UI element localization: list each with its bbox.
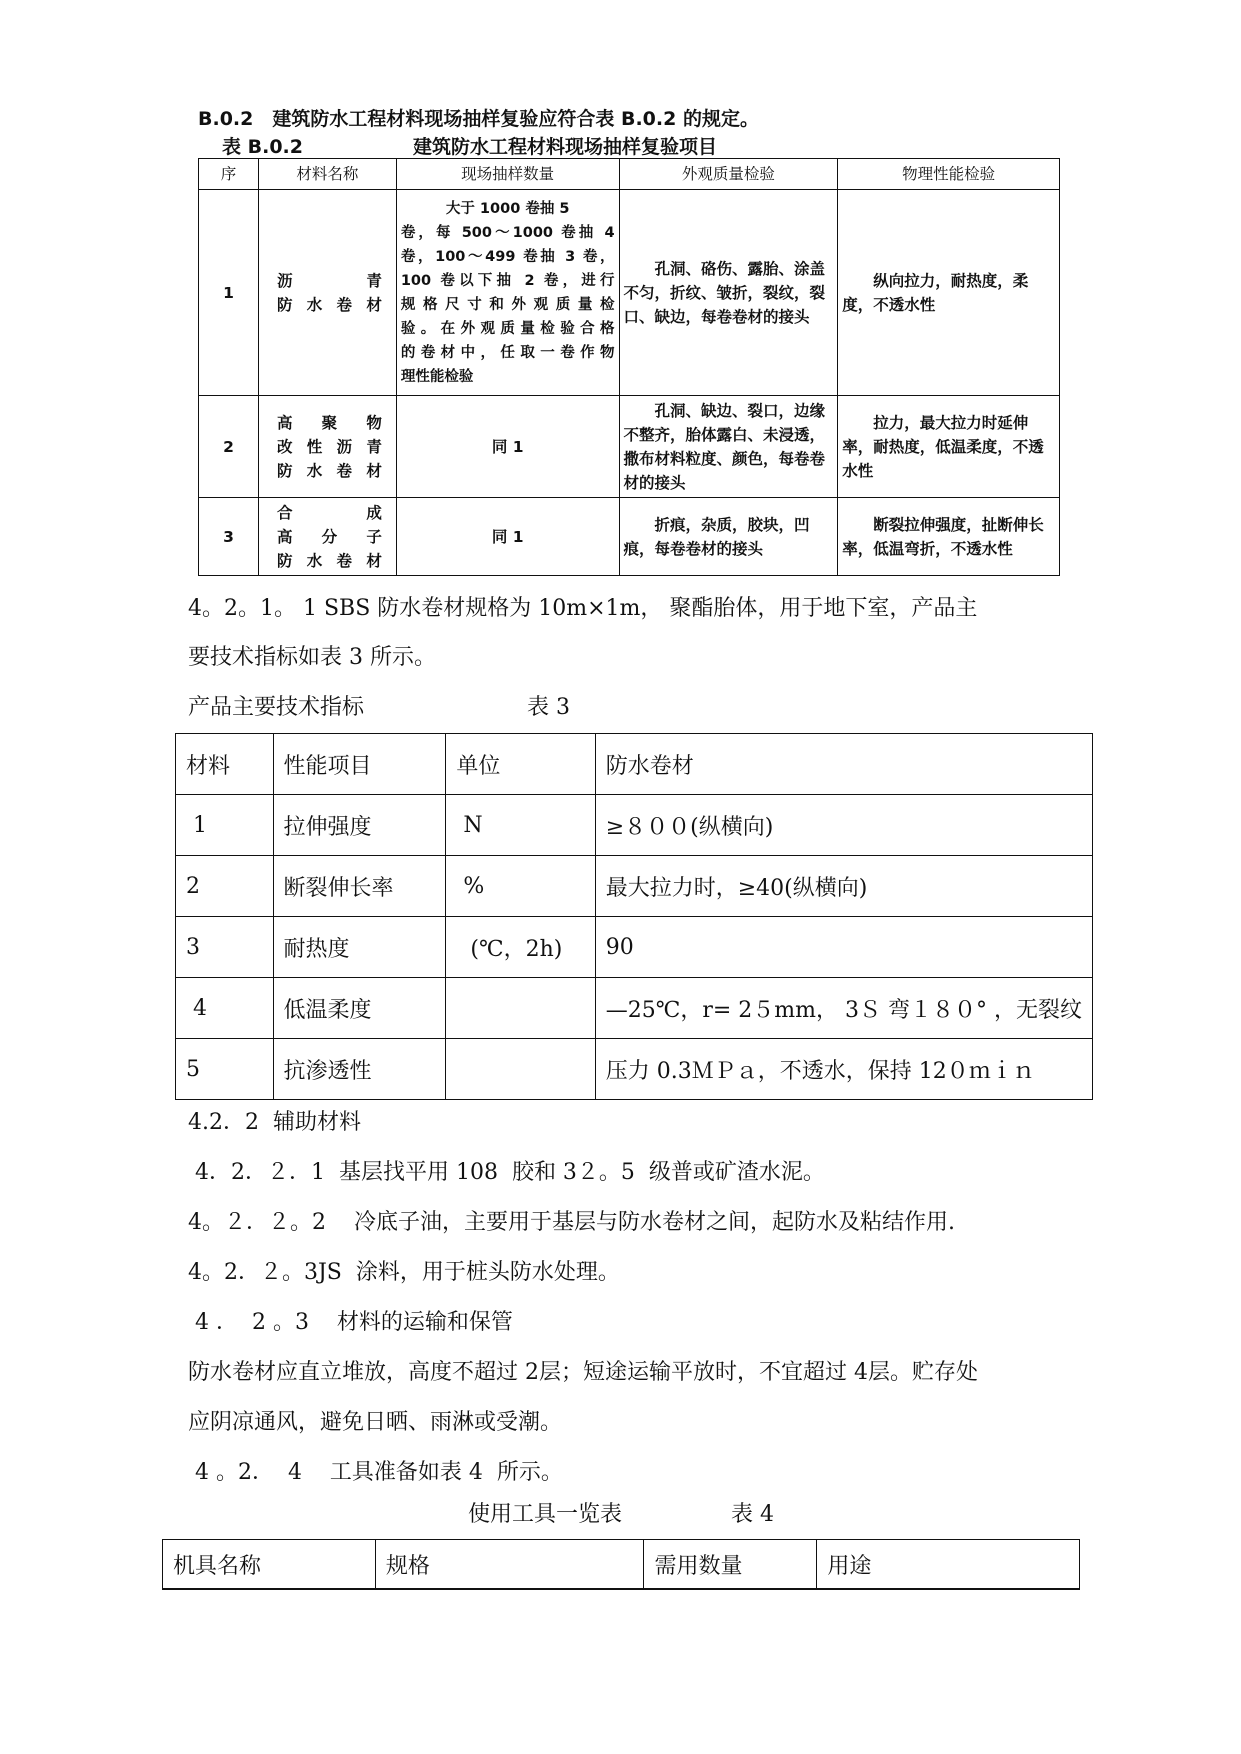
tools-table [162,1539,1080,1590]
material-name-line: 合 成 [276,503,382,522]
row-no: 1 [199,190,259,396]
material-name [258,498,396,576]
cell-property: 抗渗透性 [273,1039,446,1100]
table-row [176,1039,1093,1100]
table3-caption: 产品主要技术指标 [188,695,365,720]
paragraph-4211-line: 要技术指标如表 3 所示。 [188,645,436,670]
header-sample-qty: 现场抽样数量 [396,159,619,190]
body-line: 4。２．２。2 冷底子油，主要用于基层与防水卷材之间，起防水及粘结作用. [188,1210,955,1235]
appearance-check: 孔洞、硌伤、露胎、涂盖不匀，折纹、皱折，裂纹，裂口、缺边，每卷卷材的接头 [619,190,838,396]
row-no: 2 [199,396,259,498]
header-unit: 单位 [446,734,595,795]
header-membrane: 防水卷材 [595,734,1092,795]
table-row [199,190,1060,396]
body-line: 防水卷材应直立堆放，高度不超过 2层；短途运输平放时，不宜超过 4层。贮存处 [188,1360,978,1385]
cell-unit: % [446,856,595,917]
table-row [176,917,1093,978]
material-name-line: 改性沥青 [276,437,382,456]
cell-unit: (℃，2h) [446,917,595,978]
material-name-line: 防水卷材 [276,551,382,570]
cell-value: ≥８００(纵横向) [595,795,1092,856]
table4-number: 表 4 [731,1502,774,1527]
cell-material: 3 [176,917,274,978]
table1-title: 建筑防水工程材料现场抽样复验项目 [413,136,718,158]
paragraph-4211-line: 4。2。1。 1 SBS 防水卷材规格为 10m×1m， 聚酯胎体，用于地下室，产品主 [188,596,978,621]
cell-material: 2 [176,856,274,917]
material-name [258,396,396,498]
body-line: 4。2．２。3JS 涂料，用于桩头防水处理。 [188,1260,620,1285]
cell-material: 4 [176,978,274,1039]
cell-material: 1 [176,795,274,856]
qty-line: 规格尺寸和外观质量检 [400,296,615,313]
physical-check: 断裂拉伸强度，扯断伸长率，低温弯折，不透水性 [838,498,1060,576]
material-name-line: 防水卷材 [276,461,382,480]
header-purpose: 用途 [817,1540,1080,1590]
table-header-row [176,734,1093,795]
header-no: 序 [199,159,259,190]
header-physical: 物理性能检验 [838,159,1060,190]
table-row [176,978,1093,1039]
qty-line: 卷，每 500～1000 卷抽 4 [400,224,615,241]
cell-unit: N [446,795,595,856]
cell-value: 90 [595,917,1092,978]
physical-check: 纵向拉力，耐热度，柔度，不透水性 [838,190,1060,396]
table-header-row [199,159,1060,190]
cell-unit [446,1039,595,1100]
cell-value: 压力 0.3ＭＰａ，不透水，保持 12０ｍｉｎ [595,1039,1092,1100]
material-name-line: 防水卷材 [276,295,382,314]
qty-line: 理性能检验 [400,368,474,385]
row-no: 3 [199,498,259,576]
qty-line: 100 卷以下抽 2 卷，进行 [400,272,615,289]
cell-value: —25℃，r= 2５mm， 3Ｓ 弯１８０° ，无裂纹 [595,978,1092,1039]
body-line: 应阴凉通风，避免日晒、雨淋或受潮。 [188,1410,563,1435]
table-row [176,795,1093,856]
spec-clause: B.0.2 建筑防水工程材料现场抽样复验应符合表 B.0.2 的规定。 [198,108,759,130]
qty-line: 卷，100～499 卷抽 3 卷， [400,248,615,265]
table4-caption: 使用工具一览表 [468,1502,623,1527]
table1-number: 表 B.0.2 [222,136,303,158]
qty-line: 大于 1000 卷抽 5 [445,200,570,217]
appearance-check: 折痕，杂质，胶块，凹痕，每卷卷材的接头 [619,498,838,576]
header-spec: 规格 [375,1540,644,1590]
table-row [199,498,1060,576]
header-material: 材料 [176,734,274,795]
qty-line: 验。在外观质量检验合格 [400,320,615,337]
sample-qty [396,396,619,498]
product-spec-table [175,733,1093,1100]
material-name-line: 高 分 子 [276,527,382,546]
physical-check: 拉力，最大拉力时延伸率，耐热度，低温柔度，不透水性 [838,396,1060,498]
body-line: 4.2．2 辅助材料 [188,1110,361,1135]
qty-line: 的卷材中，任取一卷作物 [400,344,615,361]
cell-property: 耐热度 [273,917,446,978]
sampling-table [198,158,1060,576]
body-line: 4．2．２．1 基层找平用 108 胶和 3２。5 级普或矿渣水泥。 [188,1160,825,1185]
header-quantity: 需用数量 [644,1540,817,1590]
body-line: 4 。2． 4 工具准备如表 4 所示。 [188,1460,563,1485]
material-name-line: 高 聚 物 [276,413,382,432]
sample-qty [396,498,619,576]
cell-property: 拉伸强度 [273,795,446,856]
appearance-check: 孔洞、缺边、裂口，边缘不整齐，胎体露白、未浸透，撒布材料粒度、颜色，每卷卷材的接头 [619,396,838,498]
cell-unit [446,978,595,1039]
table3-number: 表 3 [527,695,570,720]
material-name [258,190,396,396]
header-tool-name: 机具名称 [163,1540,376,1590]
cell-value: 最大拉力时，≥40(纵横向) [595,856,1092,917]
material-name-line: 沥 青 [276,271,382,290]
header-material: 材料名称 [258,159,396,190]
cell-property: 断裂伸长率 [273,856,446,917]
sample-qty [396,190,619,396]
body-line: 4 ． 2 。3 材料的运输和保管 [188,1310,513,1335]
qty-line: 同 1 [491,437,524,456]
table-row [176,856,1093,917]
header-property: 性能项目 [273,734,446,795]
cell-material: 5 [176,1039,274,1100]
table-header-row [163,1540,1080,1590]
cell-property: 低温柔度 [273,978,446,1039]
table-row [199,396,1060,498]
header-appearance: 外观质量检验 [619,159,838,190]
qty-line: 同 1 [491,527,524,546]
